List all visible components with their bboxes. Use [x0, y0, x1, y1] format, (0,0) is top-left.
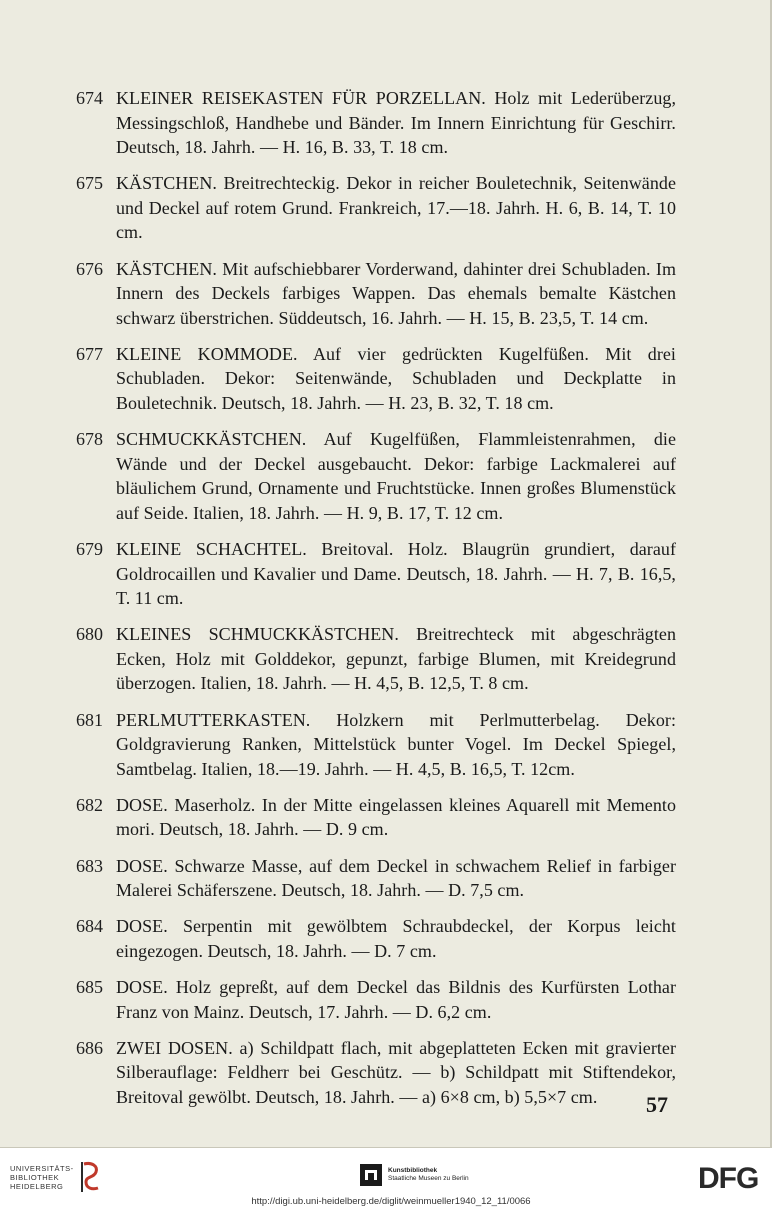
entry-number: 686 — [76, 1037, 103, 1058]
entry-description: KLEINE KOMMODE. Auf vier gedrückten Kugelfüßen. Mit drei Schubladen. Dekor: Seitenwände, Schubladen und Deckplatte in Bouletechnik. Deutsch, 18. Jahrh. — H. 23, B. 32, T. 18 cm. — [116, 343, 676, 414]
catalog-entry — [76, 708, 676, 782]
catalog-entry — [76, 171, 676, 245]
museum-logo-icon — [360, 1164, 382, 1186]
entry-number: 677 — [76, 343, 103, 364]
source-url[interactable]: http://digi.ub.uni-heidelberg.de/diglit/weinmueller1940_12_11/0066 — [251, 1196, 531, 1207]
entry-description: KÄSTCHEN. Mit aufschiebbarer Vorderwand, dahinter drei Schubladen. Im Innern des Deckels farbiges Wappen. Das ehemals bemalte Kästchen schwarz überstrichen. Süddeutsch, 16. Jahrh. — H. 15, B. 23,5, T. 14 cm. — [116, 258, 676, 328]
heidelberg-emblem-icon — [78, 1160, 102, 1194]
entry-description: DOSE. Schwarze Masse, auf dem Deckel in schwachem Relief in farbiger Malerei Schäferszene. Deutsch, 18. Jahrh. — D. 7,5 cm. — [116, 855, 676, 901]
entry-description: KLEINER REISEKASTEN FÜR PORZELLAN. Holz mit Lederüberzug, Messingschloß, Handhebe und Bänder. Im Innern Einrichtung für Geschirr. Deutsch, 18. Jahrh. — H. 16, B. 33, T. 18 cm. — [116, 88, 676, 158]
catalog-entry — [76, 257, 676, 331]
entry-description: DOSE. Serpentin mit gewölbtem Schraubdeckel, der Korpus leicht eingezogen. Deutsch, 18. Jahrh. — D. 7 cm. — [116, 916, 676, 961]
entry-number: 675 — [76, 173, 103, 194]
entry-number: 683 — [76, 855, 103, 876]
entry-number: 679 — [76, 539, 103, 559]
entry-description: KLEINES SCHMUCKKÄSTCHEN. Breitrechteck mit abgeschrägten Ecken, Holz mit Golddekor, gepunzt, farbige Blumen, mit Kreidegrund überzogen. Italien, 18. Jahrh. — H. 4,5, B. 12,5, T. 8 cm. — [116, 624, 676, 694]
entry-number: 682 — [76, 794, 103, 815]
catalog-entry — [76, 427, 676, 525]
university-library-logo[interactable] — [10, 1160, 102, 1194]
catalog-entry — [76, 793, 676, 842]
entry-number: 674 — [76, 88, 103, 108]
catalog-entry — [76, 622, 676, 696]
entry-description: DOSE. Holz gepreßt, auf dem Deckel das Bildnis des Kurfürsten Lothar Franz von Mainz. Deutsch, 17. Jahrh. — D. 6,2 cm. — [116, 976, 676, 1022]
footer — [0, 1154, 782, 1210]
kunstbibliothek-label: Kunstbibliothek — [388, 1167, 438, 1174]
page-number: 57 — [646, 1092, 668, 1117]
entry-description: SCHMUCKKÄSTCHEN. Auf Kugelfüßen, Flammleistenrahmen, die Wände und der Deckel ausgebaucht. Dekor: farbige Lackmalerei auf bläulichem Grund, Ornamente und Fruchtstücke. Innen großes Blumenstück auf Seide. Italien, 18. Jahrh. — H. 9, B. 17, T. 12 cm. — [116, 429, 676, 523]
entry-number: 684 — [76, 916, 103, 937]
entry-number: 676 — [76, 258, 103, 279]
entry-number: 678 — [76, 429, 103, 450]
catalog-entry — [76, 854, 676, 903]
staatliche-museen-label: Staatliche Museen zu Berlin — [388, 1175, 469, 1182]
entry-description: KÄSTCHEN. Breitrechteckig. Dekor in reicher Bouletechnik, Seitenwände und Deckel auf rotem Grund. Frankreich, 17.—18. Jahrh. H. 6, B. 14, T. 10 cm. — [116, 173, 676, 243]
university-library-name: UNIVERSITÄTS- BIBLIOTHEK HEIDELBERG — [10, 1163, 74, 1191]
entry-number: 680 — [76, 624, 103, 645]
catalog-entry — [76, 975, 676, 1024]
dfg-logo[interactable]: DFG — [698, 1162, 759, 1195]
entry-number: 681 — [76, 709, 103, 730]
catalog-entry — [76, 537, 676, 611]
kunstbibliothek-logo[interactable] — [360, 1164, 469, 1186]
entry-description: KLEINE SCHACHTEL. Breitoval. Holz. Blaugrün grundiert, darauf Goldrocaillen und Kavalier und Dame. Deutsch, 18. Jahrh. — H. 7, B. 16,5, T. 11 cm. — [116, 539, 676, 609]
catalog-entry — [76, 914, 676, 963]
catalog-entry — [76, 86, 676, 160]
entry-description: DOSE. Maserholz. In der Mitte eingelassen kleines Aquarell mit Memento mori. Deutsch, 18. Jahrh. — D. 9 cm. — [116, 794, 676, 840]
entry-number: 685 — [76, 976, 103, 997]
catalog-entry — [76, 1036, 676, 1110]
entry-description: ZWEI DOSEN. a) Schildpatt flach, mit abgeplatteten Ecken mit gravierter Silberauflage: Feldherr bei Geschütz. — b) Schildpatt mit Stiftendekor, Breitoval gewölbt. Deutsch, 18. Jahrh. — a) 6×8 cm, b) 5,5×7 cm. — [116, 1037, 676, 1107]
catalog-entries — [76, 86, 676, 1121]
catalog-entry — [76, 342, 676, 416]
entry-description: PERLMUTTERKASTEN. Holzkern mit Perlmutterbelag. Dekor: Goldgravierung Ranken, Mittelstück bunter Vogel. Im Deckel Spiegel, Samtbelag. Italien, 18.—19. Jahrh. — H. 4,5, B. 16,5, T. 12cm. — [116, 709, 676, 779]
